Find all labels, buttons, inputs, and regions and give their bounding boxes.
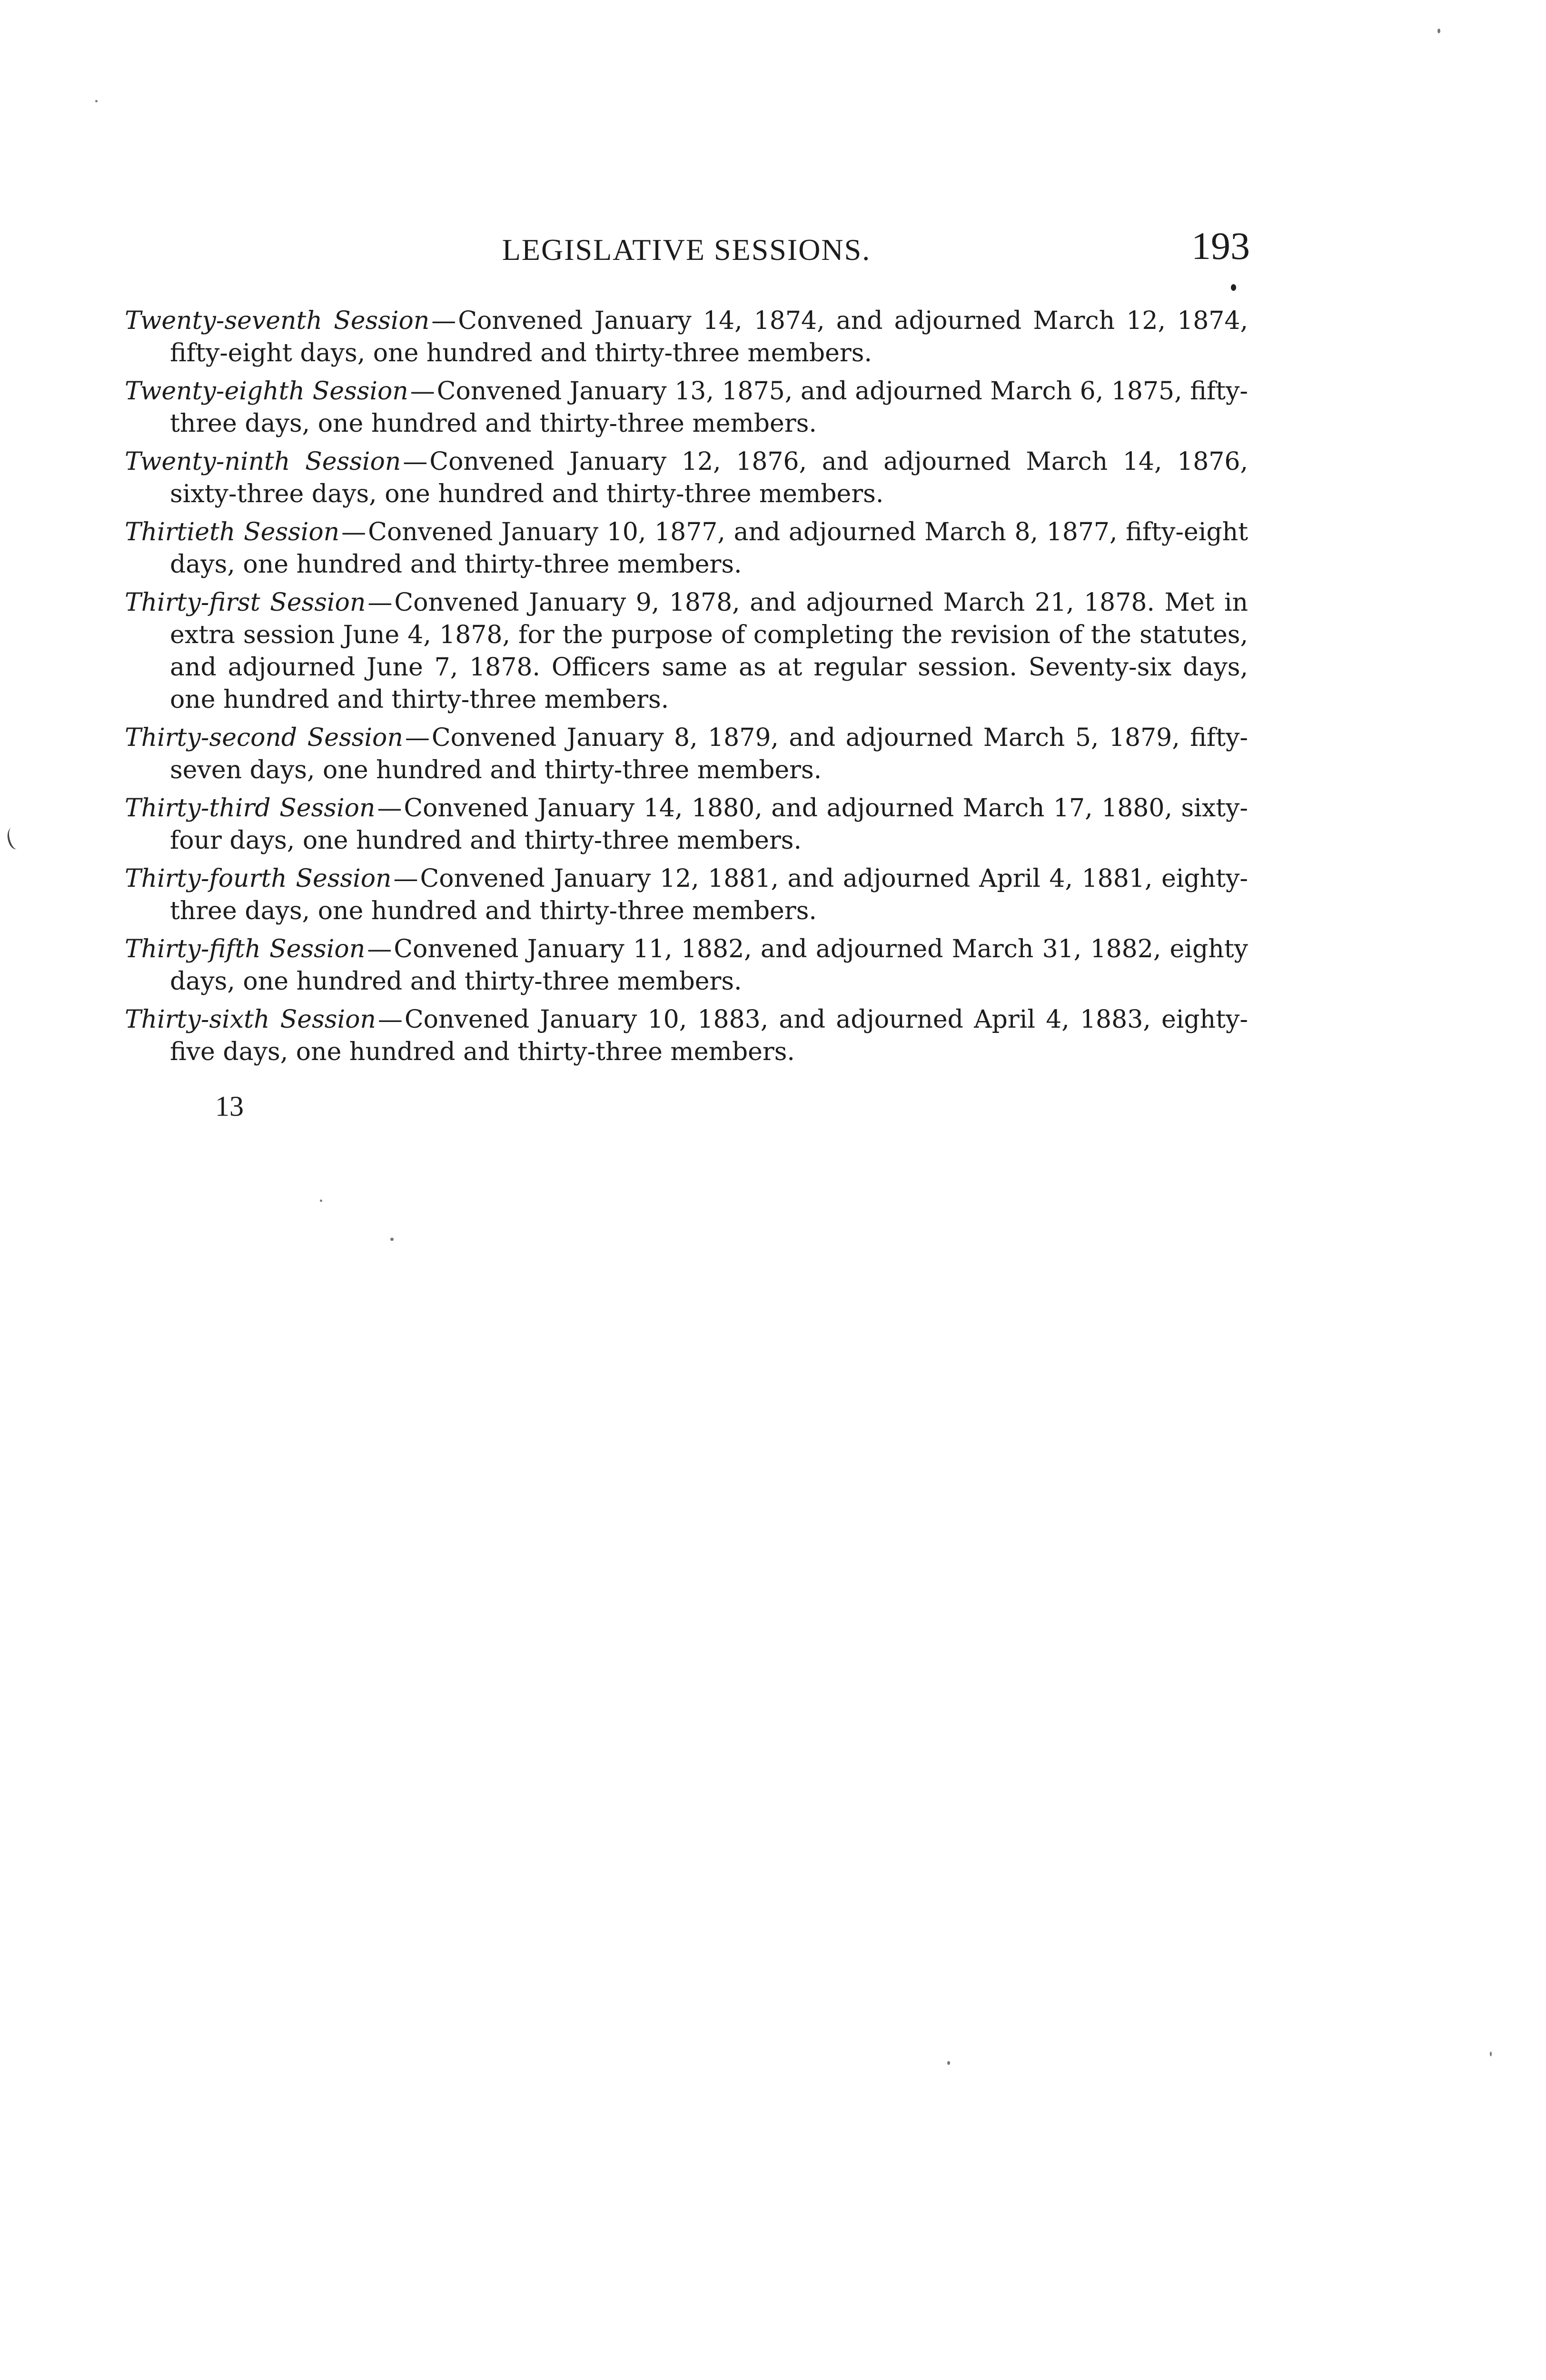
session-text: Convened January 10, 1877, and adjourned March 8, 1877, fifty-eight days, one hundred and thirty-three members. (170, 518, 1248, 579)
paper-speck (95, 100, 98, 102)
session-title: Twenty-seventh Session (125, 307, 430, 335)
paper-speck (947, 2061, 950, 2065)
page-number: 193 (1191, 224, 1250, 268)
session-title: Thirty-sixth Session (125, 1005, 376, 1034)
session-title: Thirty-first Session (125, 588, 366, 617)
session-entry (125, 1003, 1248, 1068)
entry-dash: — (393, 864, 418, 893)
session-title: Thirty-third Session (125, 794, 376, 823)
session-title: Twenty-eighth Session (125, 377, 408, 406)
session-title: Thirty-second Session (125, 724, 403, 752)
entry-dash: — (405, 724, 430, 752)
session-title: Thirtieth Session (125, 518, 340, 546)
session-entry (125, 375, 1248, 440)
session-text: Convened January 14, 1880, and adjourned March 17, 1880, sixty-four days, one hundred and thirty-three members. (170, 794, 1248, 855)
paper-speck (320, 1200, 322, 1202)
session-entry (125, 516, 1248, 581)
entry-dash: — (367, 588, 393, 617)
session-text: Convened January 8, 1879, and adjourned March 5, 1879, fifty-seven days, one hundred and thirty-three members. (170, 724, 1248, 784)
running-title: LEGISLATIVE SESSIONS. (502, 233, 871, 267)
entry-dash: — (431, 307, 456, 335)
session-text: Convened January 12, 1876, and adjourned March 14, 1876, sixty-three days, one hundred and thirty-three members. (170, 447, 1248, 508)
ink-dot (1231, 284, 1236, 291)
session-entry (125, 586, 1248, 716)
session-entry (125, 933, 1248, 998)
session-text: Convened January 11, 1882, and adjourned March 31, 1882, eighty days, one hundred and thirty-three members. (170, 935, 1249, 996)
entry-dash: — (410, 377, 435, 406)
session-entry (125, 446, 1248, 510)
session-text: Convened January 10, 1883, and adjourned April 4, 1883, eighty-five days, one hundred and thirty-three members. (170, 1005, 1248, 1066)
session-entry (125, 305, 1248, 369)
paper-speck (1437, 29, 1440, 33)
session-title: Thirty-fourth Session (125, 864, 392, 893)
session-entry (125, 722, 1248, 786)
session-text: Convened January 13, 1875, and adjourned March 6, 1875, fifty-three days, one hundred and thirty-three members. (170, 377, 1248, 438)
session-entry (125, 863, 1248, 927)
entry-dash: — (367, 935, 392, 963)
session-list (125, 305, 1248, 1074)
entry-dash: — (377, 794, 402, 823)
entry-dash: — (403, 447, 428, 476)
session-text: Convened January 12, 1881, and adjourned April 4, 1881, eighty-three days, one hundred and thirty-three members. (170, 864, 1248, 925)
session-title: Twenty-ninth Session (125, 447, 401, 476)
signature-mark: 13 (215, 1091, 244, 1122)
margin-ink-mark (4, 826, 24, 851)
session-entry (125, 792, 1248, 857)
entry-dash: — (377, 1005, 403, 1034)
paper-speck (1490, 2052, 1492, 2056)
session-text: Convened January 9, 1878, and adjourned March 21, 1878. Met in extra session June 4, 1878, for the purpose of completing the revision of the statutes, and adjourned June 7, 1878. Officers same as at regular session. Seventy-six days, one hundred and thirty-three members. (170, 588, 1248, 714)
entry-dash: — (341, 518, 367, 546)
running-header (125, 224, 1248, 276)
session-text: Convened January 14, 1874, and adjourned March 12, 1874, fifty-eight days, one hundred and thirty-three members. (170, 307, 1248, 367)
paper-speck (390, 1238, 394, 1241)
session-title: Thirty-fifth Session (125, 935, 366, 963)
